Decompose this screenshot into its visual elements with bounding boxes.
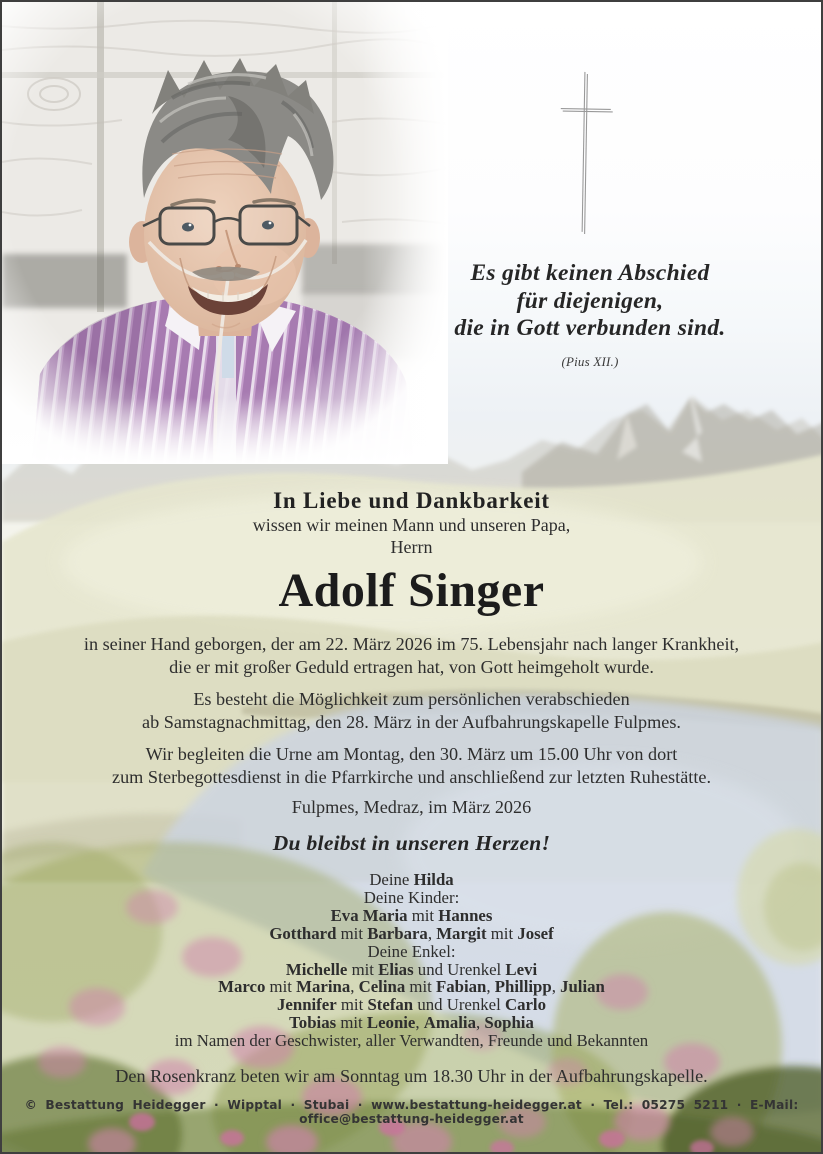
intro-line-herrn: Herrn xyxy=(390,536,433,557)
viewing-paragraph xyxy=(2,688,821,734)
announcement-paragraph xyxy=(2,633,821,679)
family-line-text: und Urenkel xyxy=(413,995,505,1015)
family-member-name: Tobias xyxy=(289,1013,337,1033)
family-line-text: im Namen der Geschwister, aller Verwandten, Freunde und Bekannten xyxy=(174,1031,649,1051)
family-line-text: mit xyxy=(336,1013,367,1033)
family-member-name: Elias xyxy=(378,959,414,979)
family-line-text: mit xyxy=(265,977,297,997)
family-member-name: Amalia xyxy=(423,1013,476,1033)
paragraph-line: Wir begleiten die Urne am Montag, den 30. März um 15.00 Uhr von dort xyxy=(145,744,678,764)
intro-heading: In Liebe und Dankbarkeit xyxy=(273,488,550,513)
family-member-name: Phillipp xyxy=(494,977,552,997)
family-member-name: Jennifer xyxy=(277,995,337,1015)
family-member-name: Leonie xyxy=(366,1013,416,1033)
paragraph-line: ab Samstagnachmittag, den 28. März in der Aufbahrungskapelle Fulpmes. xyxy=(142,712,681,732)
paragraph-line: Es besteht die Möglichkeit zum persönlichen verabschieden xyxy=(193,689,630,709)
family-member-name: Margit xyxy=(436,923,487,943)
intro-line-relation: wissen wir meinen Mann und unseren Papa, xyxy=(252,515,571,535)
family-line-text: mit xyxy=(347,959,379,979)
family-line-text: , xyxy=(486,977,495,997)
funeral-paragraph xyxy=(2,743,821,789)
family-list xyxy=(2,871,821,1050)
family-line-text: , xyxy=(350,977,359,997)
family-line-text: mit xyxy=(405,977,437,997)
family-line xyxy=(2,889,821,907)
family-line xyxy=(2,943,821,961)
portrait-photo-image xyxy=(2,2,448,464)
family-line xyxy=(2,925,821,943)
family-line xyxy=(2,1032,821,1050)
paragraph-line: in seiner Hand geborgen, der am 22. März 2026 im 75. Lebensjahr nach langer Krankheit, xyxy=(83,634,740,654)
family-line xyxy=(2,961,821,979)
rosary-notice: Den Rosenkranz beten wir am Sonntag um 18.30 Uhr in der Aufbahrungskapelle. xyxy=(115,1066,708,1086)
quote-block xyxy=(412,260,768,369)
family-line-text: Deine Kinder: xyxy=(363,887,460,907)
family-line-text: mit xyxy=(336,995,368,1015)
family-member-name: Michelle xyxy=(285,959,348,979)
family-line-text: mit xyxy=(336,923,368,943)
family-line-text: , xyxy=(476,1013,485,1033)
family-line-text: und Urenkel xyxy=(413,959,506,979)
family-member-name: Gotthard xyxy=(269,923,337,943)
funeral-home-footer: © Bestattung Heidegger · Wipptal · Stubai · www.bestattung-heidegger.at · Tel.: 05275 5211 · E-Mail: office@bestattung-heidegger.at xyxy=(24,1098,799,1126)
family-line-text: mit xyxy=(407,905,439,925)
family-line xyxy=(2,996,821,1014)
family-line-text: , xyxy=(427,923,437,943)
intro-block xyxy=(2,488,821,557)
family-member-name: Hilda xyxy=(413,870,454,889)
family-line-text: Deine Enkel: xyxy=(367,941,456,961)
portrait-photo xyxy=(2,2,448,464)
quote-line: die in Gott verbunden sind. xyxy=(454,315,726,341)
family-member-name: Hannes xyxy=(438,905,493,925)
cross-icon xyxy=(546,66,630,242)
farewell-line: Du bleibst in unseren Herzen! xyxy=(272,831,551,855)
family-member-name: Levi xyxy=(505,959,538,979)
family-line xyxy=(2,907,821,925)
deceased-name: Adolf Singer xyxy=(278,564,545,617)
quote-line: Es gibt keinen Abschied xyxy=(470,260,710,286)
family-member-name: Carlo xyxy=(504,995,546,1015)
family-member-name: Julian xyxy=(560,977,605,997)
family-member-name: Eva Maria xyxy=(330,905,408,925)
family-line xyxy=(2,978,821,996)
family-member-name: Josef xyxy=(517,923,554,943)
family-line-text: , xyxy=(415,1013,424,1033)
quote-attribution: (Pius XII.) xyxy=(561,353,619,369)
family-line xyxy=(2,871,821,889)
family-member-name: Celina xyxy=(358,977,406,997)
paragraph-line: zum Sterbegottesdienst in die Pfarrkirche und anschließend zur letzten Ruhestätte. xyxy=(112,767,711,787)
family-line-text: , xyxy=(551,977,561,997)
quote-line: für diejenigen, xyxy=(516,287,664,314)
family-member-name: Fabian xyxy=(436,977,487,997)
family-member-name: Marina xyxy=(296,977,351,997)
family-member-name: Marco xyxy=(218,977,266,997)
family-member-name: Stefan xyxy=(367,995,414,1015)
family-line-text: Deine xyxy=(369,870,414,889)
family-member-name: Barbara xyxy=(367,923,428,943)
place-dateline: Fulpmes, Medraz, im März 2026 xyxy=(291,797,532,817)
paragraph-line: die er mit großer Geduld ertragen hat, von Gott heimgeholt wurde. xyxy=(169,657,654,677)
family-line xyxy=(2,1014,821,1032)
family-member-name: Sophia xyxy=(484,1013,534,1033)
family-line-text: mit xyxy=(486,923,518,943)
